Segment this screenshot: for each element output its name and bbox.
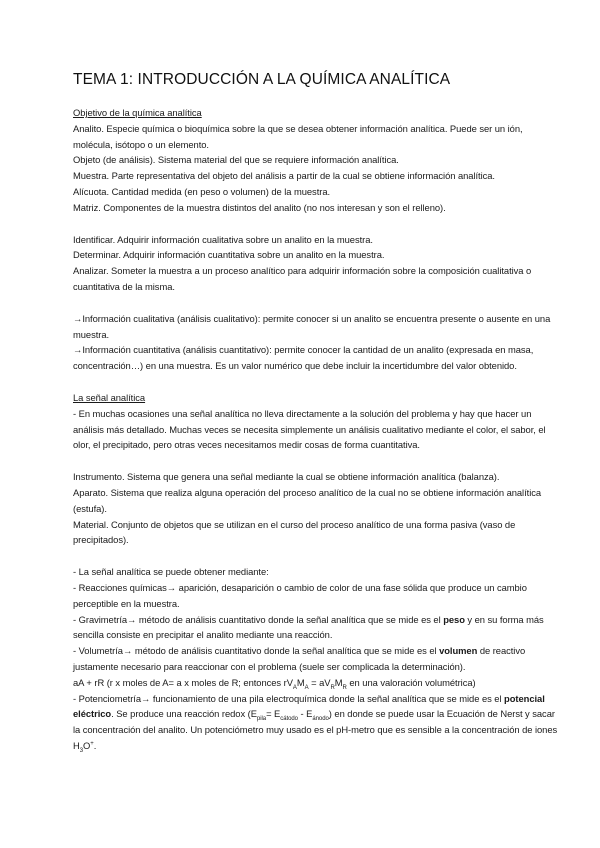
info-cuantitativa: →Información cuantitativa (análisis cuantitativo): permite conocer la cantidad de un analito (expresada en masa, concentración…) en una muestra. Es un valor numérico que debe incluir la incertidumbre del valor obtenido. <box>73 344 534 372</box>
senal-intro-paragraph: - En muchas ocasiones una señal analítica no lleva directamente a la solución del problema y hay que hacer un análisis más detallado. Muchas veces se necesita simplemente un análisis cualitativo mediante el color, el sabor, el olor, el precipitado, pero otras veces necesitamos medir cosas de forma cuantitativa. <box>73 407 546 451</box>
senal-obtencion-intro: - La señal analítica se puede obtener mediante: <box>73 566 269 578</box>
item-gravimetria: - Gravimetría→ método de análisis cuantitativo donde la señal analítica que se mide es el peso y en su forma más sencilla consiste en precipitar el analito mediante una reacción. <box>73 613 544 641</box>
definition-alicuota: Alícuota. Cantidad medida (en peso o volumen) de la muestra. <box>73 185 331 197</box>
definition-determinar: Determinar. Adquirir información cuantitativa sobre un analito en la muestra. <box>73 249 385 261</box>
definition-objeto: Objeto (de análisis). Sistema material del que se requiere información analítica. <box>73 154 399 166</box>
definition-matriz: Matriz. Componentes de la muestra distintos del analito (no nos interesan y son el relleno). <box>73 201 446 213</box>
page-title: TEMA 1: INTRODUCCIÓN A LA QUÍMICA ANALÍTICA <box>73 71 451 88</box>
section-heading-objetivo: Objetivo de la química analítica <box>73 107 202 118</box>
definition-material: Material. Conjunto de objetos que se utilizan en el curso del proceso analítico de una forma pasiva (vaso de precipitados). <box>73 518 516 546</box>
definition-muestra: Muestra. Parte representativa del objeto del análisis a partir de la cual se obtiene información analítica. <box>73 170 495 182</box>
item-reacciones-quimicas: - Reacciones químicas→ aparición, desaparición o cambio de color de una fase sólida que produce un cambio perceptible en la muestra. <box>73 581 527 609</box>
formula-valoracion: aA + rR (r x moles de A= a x moles de R; entonces $rV_AM_A = aV_RM_R$ en una valoración volumétrica) <box>73 676 476 691</box>
definition-identificar: Identificar. Adquirir información cualitativa sobre un analito en la muestra. <box>73 233 373 245</box>
definition-instrumento: Instrumento. Sistema que genera una señal mediante la cual se obtiene información analítica (balanza). <box>73 471 500 483</box>
definition-analito: Analito. Especie química o bioquímica sobre la que se desea obtener información analítica. Puede ser un ión, molécula, isótopo o un elemento. <box>73 122 523 150</box>
item-volumetria: - Volumetría→ método de análisis cuantitativo donde la señal analítica que se mide es el volumen de reactivo justamente necesario para reaccionar con el problema (suele ser complicada la determinación). <box>73 645 526 672</box>
item-potenciometria: - Potenciometría→ funcionamiento de una pila electroquímica donde la señal analítica que se mide es el potencial eléctrico. Se produce una reacción redox $(E_{pila}= E_{cátodo} - E_{ánodo})$ en donde se puede usar la Ecuación de Nerst y sacar la concentración del analito. Un potenciómetro muy usado es el pH-metro que es sensible a la concentración de iones $H_3O^+$. <box>73 692 558 754</box>
section-heading-senal: La señal analítica <box>73 391 146 403</box>
definition-aparato: Aparato. Sistema que realiza alguna operación del proceso analítico de la cual no se obtiene información analítica (estufa). <box>73 486 542 514</box>
definition-analizar: Analizar. Someter la muestra a un proceso analítico para adquirir información sobre la composición cualitativa o cuantitativa de la misma. <box>73 265 532 292</box>
info-cualitativa: →Información cualitativa (análisis cualitativo): permite conocer si un analito se encuentra presente o ausente en una muestra. <box>73 312 551 340</box>
document-page <box>73 70 561 754</box>
